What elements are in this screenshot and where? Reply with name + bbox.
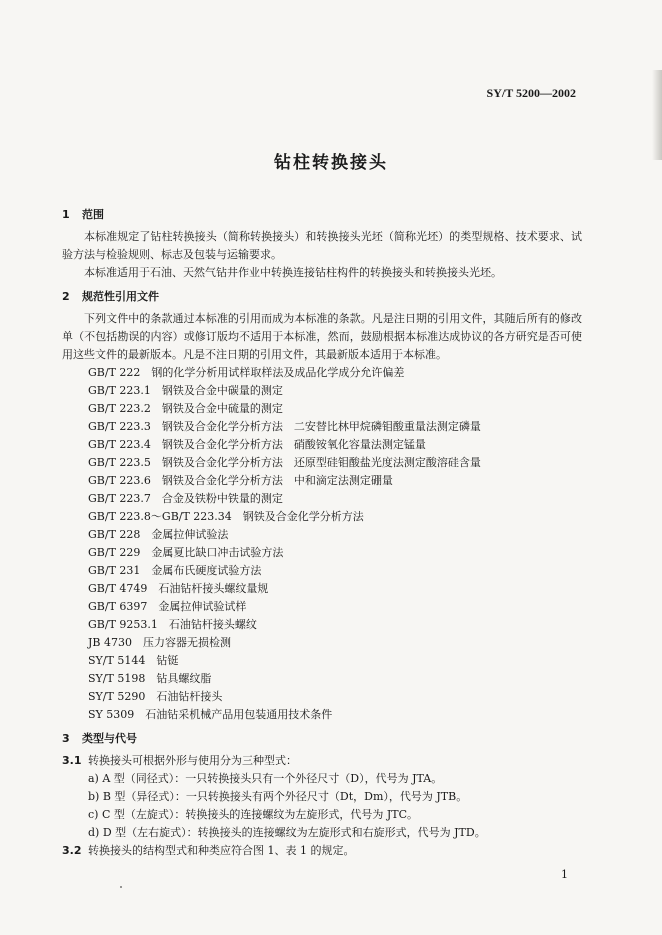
reference-item: GB/T 222 钢的化学分析用试样取样法及成品化学成分允许偏差 bbox=[88, 366, 405, 379]
section-3-heading bbox=[62, 730, 582, 748]
section-number: 1 bbox=[62, 208, 70, 221]
section-title: 类型与代号 bbox=[82, 732, 137, 745]
section-2-heading bbox=[62, 288, 582, 306]
reference-item: GB/T 6397 金属拉伸试验试样 bbox=[88, 600, 247, 613]
type-list bbox=[62, 770, 582, 842]
standard-code: SY/T 5200—2002 bbox=[486, 86, 576, 100]
paragraph: 下列文件中的条款通过本标准的引用而成为本标准的条款。凡是注日期的引用文件，其随后所有的修改单（不包括勘误的内容）或修订版均不适用于本标准，然而，鼓励根据本标准达成协议的各方研究是否可使用这些文件的最新版本。凡是不注日期的引用文件，其最新版本适用于本标准。 bbox=[62, 312, 582, 361]
section-title: 规范性引用文件 bbox=[82, 290, 159, 303]
reference-item: GB/T 223.7 合金及铁粉中铁量的测定 bbox=[88, 492, 283, 505]
reference-item: SY/T 5144 钻铤 bbox=[88, 654, 179, 667]
section-title: 范围 bbox=[82, 208, 104, 221]
clause-number: 3.2 bbox=[62, 844, 82, 857]
clause-number: 3.1 bbox=[62, 754, 82, 767]
reference-item: GB/T 9253.1 石油钻杆接头螺纹 bbox=[88, 618, 257, 631]
clause-3-1 bbox=[62, 752, 582, 770]
reference-item: GB/T 223.3 钢铁及合金化学分析方法 二安替比林甲烷磷钼酸重量法测定磷量 bbox=[88, 420, 481, 433]
scan-speck bbox=[120, 886, 122, 888]
reference-item: SY 5309 石油钻采机械产品用包装通用技术条件 bbox=[88, 708, 333, 721]
reference-item: GB/T 223.1 钢铁及合金中碳量的测定 bbox=[88, 384, 283, 397]
clause-text: 转换接头的结构型式和种类应符合图 1、表 1 的规定。 bbox=[88, 844, 355, 857]
reference-item: GB/T 4749 石油钻杆接头螺纹量规 bbox=[88, 582, 269, 595]
clause-3-2 bbox=[62, 842, 582, 860]
reference-item: JB 4730 压力容器无损检测 bbox=[88, 636, 231, 649]
reference-item: GB/T 231 金属布氏硬度试验方法 bbox=[88, 564, 262, 577]
type-item: a) A 型（同径式）：一只转换接头只有一个外径尺寸（D），代号为 JTA。 bbox=[88, 772, 443, 785]
type-item: c) C 型（左旋式）：转换接头的连接螺纹为左旋形式，代号为 JTC。 bbox=[88, 808, 419, 821]
reference-item: GB/T 223.4 钢铁及合金化学分析方法 硝酸铵氧化容量法测定锰量 bbox=[88, 438, 426, 451]
reference-item: GB/T 223.5 钢铁及合金化学分析方法 还原型硅钼酸盐光度法测定酸溶硅含量 bbox=[88, 456, 481, 469]
paragraph: 本标准适用于石油、天然气钻井作业中转换连接钻柱构件的转换接头和转换接头光坯。 bbox=[84, 266, 502, 279]
scan-edge-shadow bbox=[652, 70, 662, 160]
page-title: 钻柱转换接头 bbox=[274, 153, 388, 173]
reference-item: GB/T 228 金属拉伸试验法 bbox=[88, 528, 229, 541]
type-item: b) B 型（异径式）：一只转换接头有两个外径尺寸（Dt，Dm），代号为 JTB。 bbox=[88, 790, 468, 803]
section-number: 3 bbox=[62, 732, 70, 745]
document-body bbox=[62, 206, 582, 860]
section-number: 2 bbox=[62, 290, 70, 303]
reference-item: SY/T 5290 石油钻杆接头 bbox=[88, 690, 223, 703]
reference-item: GB/T 223.8～GB/T 223.34 钢铁及合金化学分析方法 bbox=[88, 510, 364, 523]
type-item: d) D 型（左右旋式）：转换接头的连接螺纹为左旋形式和右旋形式，代号为 JTD。 bbox=[88, 826, 486, 839]
section-1-heading bbox=[62, 206, 582, 224]
clause-text: 转换接头可根据外形与使用分为三种型式： bbox=[88, 754, 297, 767]
reference-item: SY/T 5198 钻具螺纹脂 bbox=[88, 672, 212, 685]
paragraph: 本标准规定了钻柱转换接头（简称转换接头）和转换接头光坯（简称光坯）的类型规格、技术要求、试验方法与检验规则、标志及包装与运输要求。 bbox=[62, 230, 582, 261]
reference-item: GB/T 223.6 钢铁及合金化学分析方法 中和滴定法测定硼量 bbox=[88, 474, 393, 487]
reference-item: GB/T 223.2 钢铁及合金中硫量的测定 bbox=[88, 402, 283, 415]
page-number: 1 bbox=[561, 868, 568, 881]
reference-item: GB/T 229 金属夏比缺口冲击试验方法 bbox=[88, 546, 284, 559]
reference-list bbox=[62, 364, 582, 724]
